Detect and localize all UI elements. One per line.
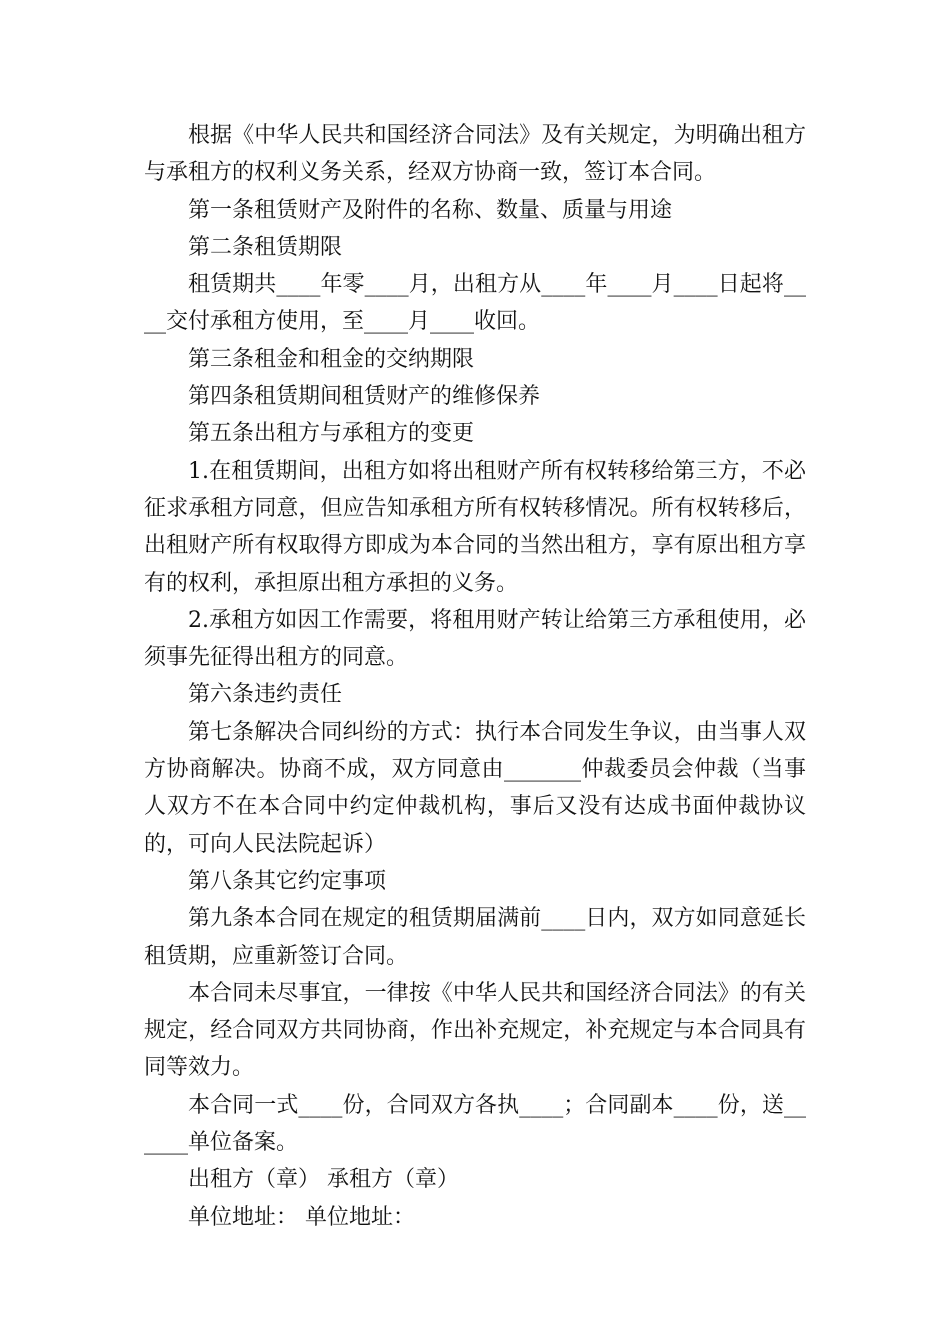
article-2-heading: 第二条租赁期限	[188, 234, 343, 260]
lease-term-paragraph: 租赁期共____年零____月，出租方从____年____月____日起将____交付承租方使用，至____月____收回。	[144, 272, 806, 335]
article-3-heading: 第三条租金和租金的交纳期限	[188, 346, 475, 372]
article-5-clause-1: 1.在租赁期间，出租方如将出租财产所有权转移给第三方，不必征求承租方同意，但应告知承租方所有权转移情况。所有权转移后，出租财产所有权取得方即成为本合同的当然出租方，享有原出租方享有的权利，承担原出租方承担的义务。	[144, 458, 806, 596]
article-8-heading: 第八条其它约定事项	[188, 868, 387, 894]
article-4-heading: 第四条租赁期间租赁财产的维修保养	[188, 384, 541, 410]
article-6-heading: 第六条违约责任	[188, 682, 343, 708]
article-5-heading: 第五条出租方与承租方的变更	[188, 421, 475, 447]
supplementary-paragraph: 本合同未尽事宜，一律按《中华人民共和国经济合同法》的有关规定，经合同双方共同协商，作出补充规定，补充规定与本合同具有同等效力。	[144, 980, 806, 1081]
article-1-heading: 第一条租赁财产及附件的名称、数量、质量与用途	[188, 197, 673, 223]
intro-paragraph: 根据《中华人民共和国经济合同法》及有关规定，为明确出租方与承租方的权利义务关系，经双方协商一致，签订本合同。	[144, 123, 806, 186]
contract-body	[144, 117, 806, 1236]
article-7-paragraph: 第七条解决合同纠纷的方式：执行本合同发生争议，由当事人双方协商解决。协商不成，双方同意由_______仲裁委员会仲裁（当事人双方不在本合同中约定仲裁机构，事后又没有达成书面仲裁协议的，可向人民法院起诉）	[144, 719, 806, 857]
signature-parties-line: 出租方（章） 承租方（章）	[188, 1167, 459, 1193]
article-9-paragraph: 第九条本合同在规定的租赁期届满前____日内，双方如同意延长租赁期，应重新签订合同。	[144, 906, 806, 969]
copies-paragraph: 本合同一式____份，合同双方各执____；合同副本____份，送______单位备案。	[144, 1092, 806, 1156]
article-5-clause-2: 2.承租方如因工作需要，将租用财产转让给第三方承租使用，必须事先征得出租方的同意。	[144, 607, 806, 671]
address-line: 单位地址： 单位地址：	[188, 1204, 415, 1230]
